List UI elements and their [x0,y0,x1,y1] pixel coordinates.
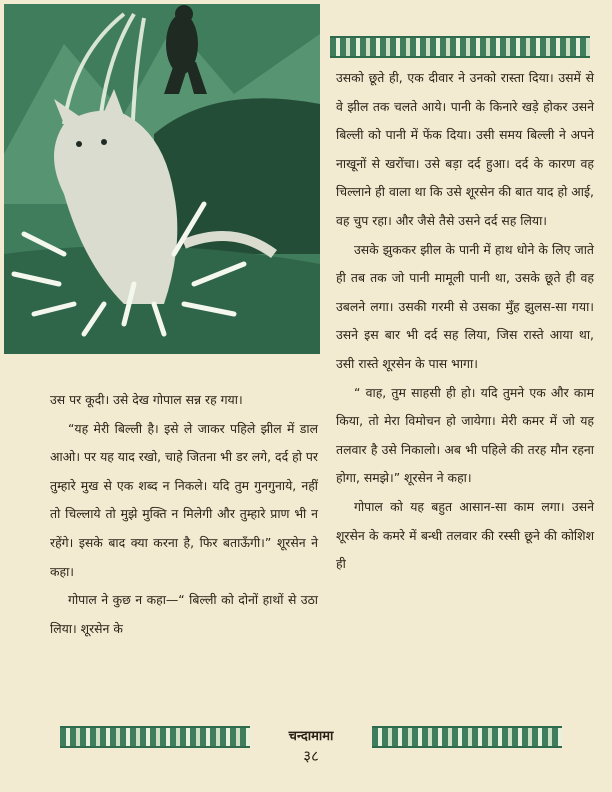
paragraph: उसको छूते ही, एक दीवार ने उनको रास्ता दिया। उसमें से वे झील तक चलते आये। पानी के किनारे खड़े होकर उसने बिल्ली को पानी में फेंक दिया। उसी समय बिल्ली ने अपने नाखूनों से खरोंचा। उसे बड़ा दर्द हुआ। दर्द के कारण वह चिल्लाने ही वाला था कि उसे शूरसेन की बात याद हो आई, वह चुप रहा। और जैसे तैसे उसने दर्द सह लिया। [336,70,594,228]
page-number: ३८ [303,747,319,765]
paragraph: उस पर कूदी। उसे देख गोपाल सन्न रह गया। [50,392,243,407]
cat-in-water-illustration-icon [4,4,320,354]
paragraph: “ वाह, तुम साहसी ही हो। यदि तुमने एक और काम किया, तो मेरा विमोचन हो जायेगा। मेरी कमर में जो यह तलवार है उसे निकालो। अब भी पहिले की तरह मौन रहना होगा, समझे।” शूरसेन ने कहा। [336,384,594,486]
decorative-border-bottom-left [60,726,250,748]
decorative-border-top [330,36,590,58]
decorative-border-bottom-right [372,726,562,748]
paragraph: गोपाल ने कुछ न कहा—“ बिल्ली को दोनों हाथों से उठा लिया। शूरसेन के [50,592,318,636]
paragraph: गोपाल को यह बहुत आसान-सा काम लगा। उसने शूरसेन के कमरे में बन्धी तलवार की रस्सी छूने की कोशिश ही [336,498,594,572]
story-illustration [4,4,320,354]
left-text-column [50,386,318,643]
right-text-column [336,64,594,579]
paragraph: “यह मेरी बिल्ली है। इसे ले जाकर पहिले झील में डाल आओ। पर यह याद रखो, चाहे जितना भी डर लगे, दर्द हो पर तुम्हारे मुख से एक शब्द न निकले। यदि तुम गुनगुनाये, नहीं तो चिल्लाये तो मुझे मुक्ति न मिलेगी और तुम्हारे प्राण भी न रहेंगे। इसके बाद क्या करना है, फिर बताऊँगी।” शूरसेन ने कहा। [50,420,318,579]
paragraph: उसके झुककर झील के पानी में हाथ धोने के लिए जाते ही तब तक जो पानी मामूली पानी था, उसके छूते ही वह उबलने लगा। उसकी गरमी से उसका मुँह झुलस-सा गया। उसने इस बार भी दर्द सह लिया, जिस रास्ते आया था, उसी रास्ते शूरसेन के पास भागा। [336,241,594,371]
magazine-title: चन्दामामा [288,729,334,744]
